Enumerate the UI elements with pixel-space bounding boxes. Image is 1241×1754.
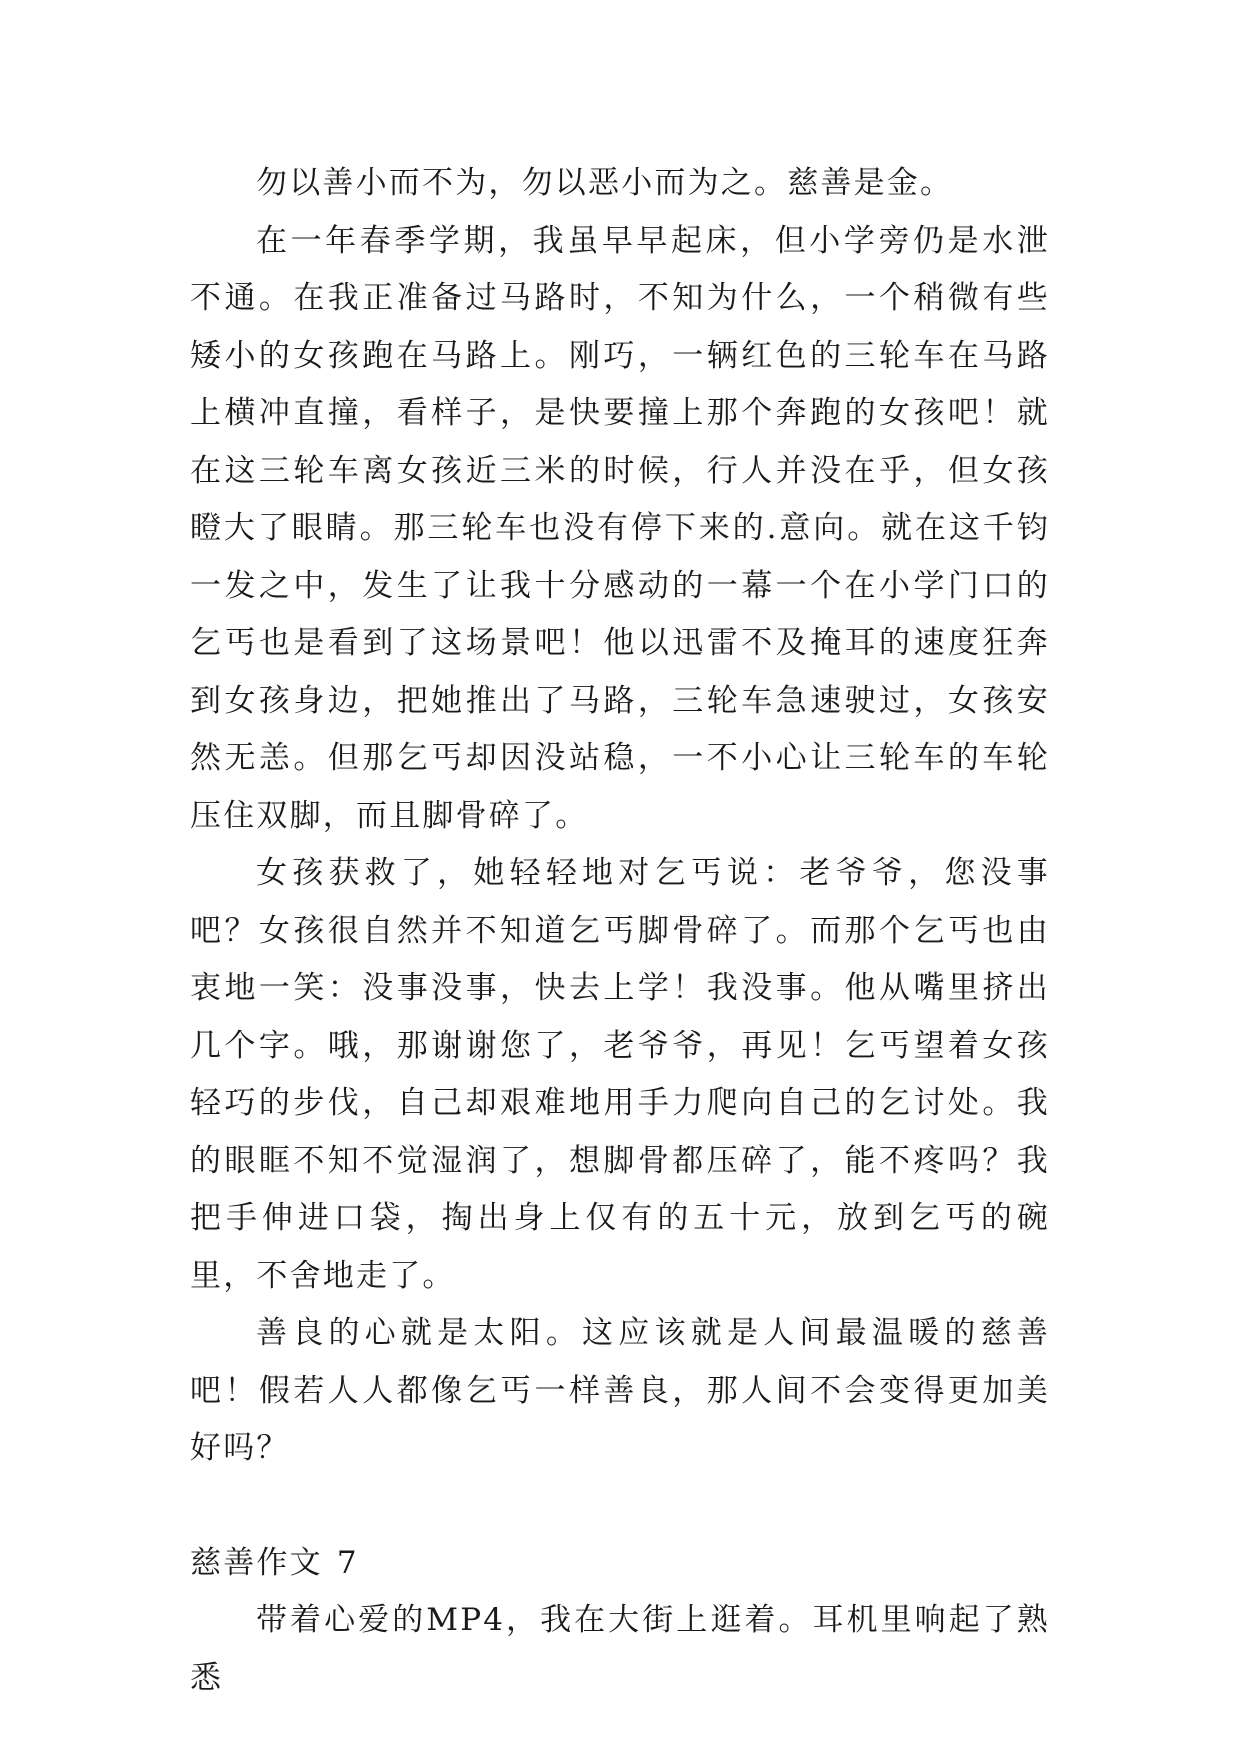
document-body bbox=[190, 155, 1050, 1707]
section-heading-number: 7 bbox=[336, 1544, 359, 1581]
paragraph-5: 带着心爱的MP4，我在大街上逛着。耳机里响起了熟悉 bbox=[190, 1602, 1050, 1696]
paragraph-1: 勿以善小而不为，勿以恶小而为之。慈善是金。 bbox=[256, 165, 954, 201]
paragraph-3: 女孩获救了，她轻轻地对乞丐说：老爷爷，您没事吧？女孩很自然并不知道乞丐脚骨碎了。而那个乞丐也由衷地一笑：没事没事，快去上学！我没事。他从嘴里挤出几个字。哦，那谢谢您了，老爷爷，再见！乞丐望着女孩轻巧的步伐，自己却艰难地用手力爬向自己的乞讨处。我的眼眶不知不觉湿润了，想脚骨都压碎了，能不疼吗？我把手伸进口袋，掏出身上仅有的五十元，放到乞丐的碗里，不舍地走了。 bbox=[190, 855, 1050, 1294]
paragraph-4: 善良的心就是太阳。这应该就是人间最温暖的慈善吧！假若人人都像乞丐一样善良，那人间不会变得更加美好吗？ bbox=[190, 1315, 1050, 1466]
section-heading bbox=[190, 1535, 1050, 1593]
paragraph-2: 在一年春季学期，我虽早早起床，但小学旁仍是水泄不通。在我正准备过马路时，不知为什么，一个稍微有些矮小的女孩跑在马路上。刚巧，一辆红色的三轮车在马路上横冲直撞，看样子，是快要撞上那个奔跑的女孩吧！就在这三轮车离女孩近三米的时候，行人并没在乎，但女孩瞪大了眼睛。那三轮车也没有停下来的.意向。就在这千钧一发之中，发生了让我十分感动的一幕一个在小学门口的乞丐也是看到了这场景吧！他以迅雷不及掩耳的速度狂奔到女孩身边，把她推出了马路，三轮车急速驶过，女孩安然无恙。但那乞丐却因没站稳，一不小心让三轮车的车轮压住双脚，而且脚骨碎了。 bbox=[190, 222, 1050, 834]
section-heading-title: 慈善作文 bbox=[190, 1544, 323, 1581]
